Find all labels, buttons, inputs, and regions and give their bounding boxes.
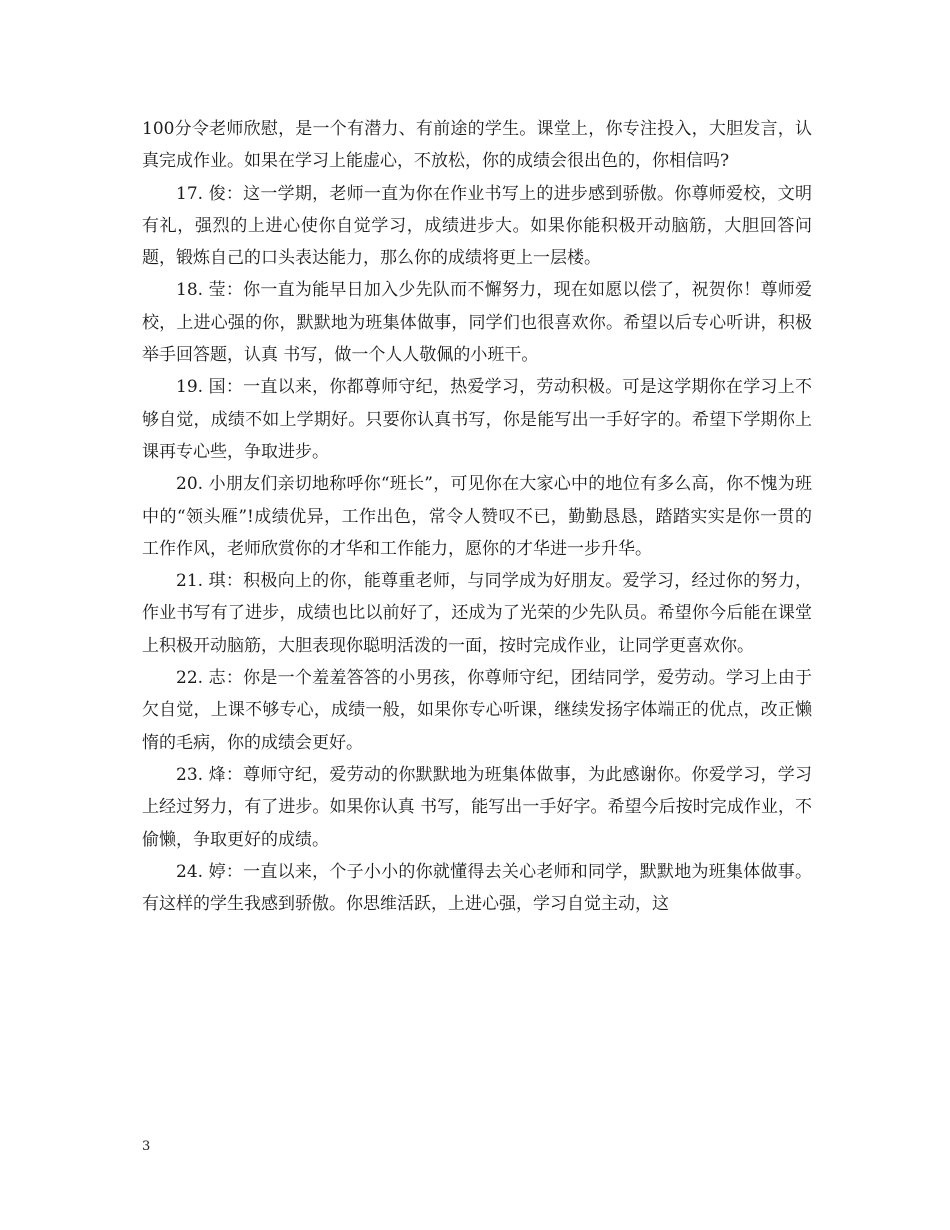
document-body <box>142 113 812 920</box>
paragraph-comment-18: 18. 莹：你一直为能早日加入少先队而不懈努力，现在如愿以偿了，祝贺你！尊师爱校，上进心强的你，默默地为班集体做事，同学们也很喜欢你。希望以后专心听讲，积极举手回答题，认真 书写，做一个人人敬佩的小班干。 <box>142 280 812 366</box>
paragraph-comment-17: 17. 俊：这一学期，老师一直为你在作业书写上的进步感到骄傲。你尊师爱校，文明有礼，强烈的上进心使你自觉学习，成绩进步大。如果你能积极开动脑筋，大胆回答问题，锻炼自己的口头表达能力，那么你的成绩将更上一层楼。 <box>142 183 812 269</box>
page-number: 3 <box>142 1139 151 1154</box>
paragraph-comment-24: 24. 婷：一直以来，个子小小的你就懂得去关心老师和同学，默默地为班集体做事。有这样的学生我感到骄傲。你思维活跃，上进心强，学习自觉主动，这 <box>142 861 812 915</box>
paragraph-comment-20: 20. 小朋友们亲切地称呼你“班长”，可见你在大家心中的地位有多么高，你不愧为班中的“领头雁”!成绩优异，工作出色，常令人赞叹不已，勤勤恳恳，踏踏实实是你一贯的工作作风，老师欣赏你的才华和工作能力，愿你的才华进一步升华。 <box>142 474 812 559</box>
paragraph-continuation: 100分令老师欣慰，是一个有潜力、有前途的学生。课堂上，你专注投入，大胆发言，认真完成作业。如果在学习上能虚心，不放松，你的成绩会很出色的，你相信吗? <box>142 119 812 172</box>
paragraph-comment-23: 23. 烽：尊师守纪，爱劳动的你默默地为班集体做事，为此感谢你。你爱学习，学习上经过努力，有了进步。如果你认真 书写，能写出一手好字。希望今后按时完成作业，不偷懒，争取更好的成绩。 <box>142 764 812 850</box>
paragraph-comment-19: 19. 国：一直以来，你都尊师守纪，热爱学习，劳动积极。可是这学期你在学习上不够自觉，成绩不如上学期好。只要你认真书写，你是能写出一手好字的。希望下学期你上课再专心些，争取进步。 <box>142 377 812 462</box>
paragraph-comment-22: 22. 志：你是一个羞羞答答的小男孩，你尊师守纪，团结同学，爱劳动。学习上由于欠自觉，上课不够专心，成绩一般，如果你专心听课，继续发扬字体端正的优点，改正懒惰的毛病，你的成绩会更好。 <box>142 668 812 753</box>
paragraph-comment-21: 21. 琪：积极向上的你，能尊重老师，与同学成为好朋友。爱学习，经过你的努力，作业书写有了进步，成绩也比以前好了，还成为了光荣的少先队员。希望你今后能在课堂上积极开动脑筋，大胆表现你聪明活泼的一面，按时完成作业，让同学更喜欢你。 <box>142 571 812 656</box>
